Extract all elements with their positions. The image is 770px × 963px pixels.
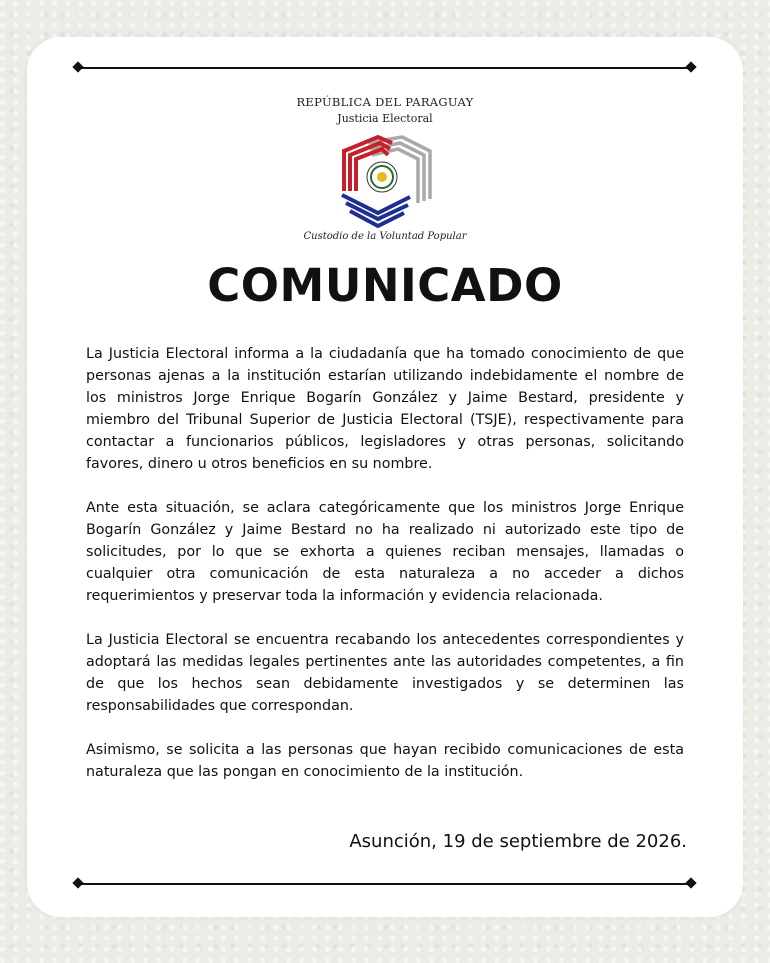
paragraph-4: Asimismo, se solicita a las personas que hayan recibido comunicaciones de esta naturaleza que las pongan en conocimiento de la institución. [86,742,684,780]
paragraph-1: La Justicia Electoral informa a la ciudadanía que ha tomado conocimiento de que personas ajenas a la institución estarían utilizando indebidamente el nombre de los ministros Jorge Enrique Bogarín González y Jaime Bestard, presidente y miembro del Tribunal Superior de Justicia Electoral (TSJE), respectivamente para contactar a funcionarios públicos, legisladores y otras personas, solicitando favores, dinero u otros beneficios en su nombre. [86,346,684,472]
institution-name: Justicia Electoral [337,112,433,125]
communique-body [86,343,684,805]
top-divider [79,67,690,69]
date-line: Asunción, 19 de septiembre de 2026. [349,831,687,852]
justicia-electoral-logo-icon [330,129,440,229]
institution-motto: Custodio de la Voluntad Popular [303,231,467,242]
communique-card [27,37,743,917]
paragraph-2: Ante esta situación, se aclara categóricamente que los ministros Jorge Enrique Bogarín González y Jaime Bestard no ha realizado ni autorizado este tipo de solicitudes, por lo que se exhorta a quienes reciban mensajes, llamadas o cualquier otra comunicación de esta naturaleza a no acceder a dichos requerimientos y preservar toda la información y evidencia relacionada. [86,500,684,604]
paragraph-3: La Justicia Electoral se encuentra recabando los antecedentes correspondientes y adoptará las medidas legales pertinentes ante las autoridades competentes, a fin de que los hechos sean debidamente investigados y se determinen las responsabilidades que correspondan. [86,632,684,714]
bottom-divider [79,883,690,885]
institution-header [27,95,743,242]
republica-label: REPÚBLICA DEL PARAGUAY [296,95,474,109]
page-title: COMUNICADO [207,259,563,312]
